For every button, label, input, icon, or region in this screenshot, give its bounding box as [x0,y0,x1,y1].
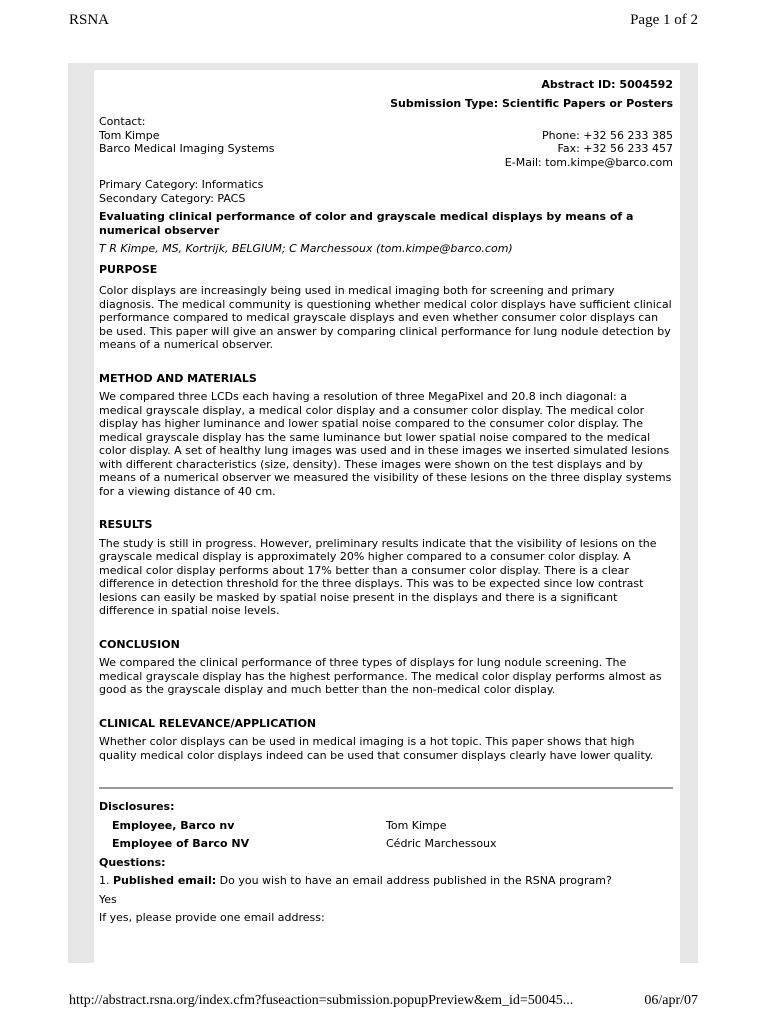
contact-fax: Fax: +32 56 233 457 [557,142,673,155]
question-1 [99,874,673,888]
footer-url: http://abstract.rsna.org/index.cfm?fuseaction=submission.popupPreview&em_id=50045... [69,993,574,1008]
question-text: Do you wish to have an email address published in the RSNA program? [216,874,612,887]
section-body-methods: We compared three LCDs each having a resolution of three MegaPixel and 20.8 inch diagonal: a medical grayscale display, a medical color display and a consumer color display. The medical color display has higher luminance and lower spatial noise compared to the consumer color display. The medical grayscale display has the same luminance but lower spatial noise compared to the medical color display. A set of healthy lung images was used and in these images we inserted simulated lesions with different characteristics (size, density). These images were shown on the test displays and by means of a numerical observer we measured the visibility of these lesions on the three display systems for a viewing distance of 40 cm. [99,390,672,498]
authors: T R Kimpe, MS, Kortrijk, BELGIUM; C Marchessoux (tom.kimpe@barco.com) [99,242,513,255]
section-body-conclusion: We compared the clinical performance of three types of displays for lung nodule screening. The medical grayscale display has the highest performance. The medical color display performs almost as good as the grayscale display and much better than the non-medical color display. [99,656,662,696]
section-heading-conclusion: CONCLUSION [99,637,180,651]
section-body-clinical-relevance: Whether color displays can be used in medical imaging is a hot topic. This paper shows that high quality medical color displays indeed can be used that consumer displays clearly have lower quality. [99,735,654,762]
disclosure-row [99,819,673,833]
categories [99,178,673,205]
footer-date: 06/apr/07 [644,993,698,1008]
disclosure-person: Tom Kimpe [386,818,447,832]
section-heading-clinical-relevance: CLINICAL RELEVANCE/APPLICATION [99,716,317,730]
question-followup: If yes, please provide one email address: [99,911,325,924]
abstract-content [99,78,673,925]
primary-category: Primary Category: Informatics [99,178,264,191]
divider [99,787,673,789]
section-body-purpose: Color displays are increasingly being used in medical imaging both for screening and primary diagnosis. The medical community is questioning whether medical color displays have sufficient clinical performance compared to medical grayscale displays and even whether consumer color displays can be used. This paper will give an answer by comparing clinical performance for lung nodule detection by means of a numerical observer. [99,284,672,351]
disclosure-person: Cédric Marchessoux [386,837,497,850]
contact-label: Contact: [99,115,146,128]
disclosure-role: Employee, Barco nv [112,818,235,832]
section-heading-purpose: PURPOSE [99,262,158,276]
question-answer: Yes [99,892,117,906]
section-heading-methods: METHOD AND MATERIALS [99,371,257,385]
contact-block [99,115,673,169]
contact-name: Tom Kimpe [99,128,160,142]
contact-row-2 [99,142,673,156]
question-title: Published email: [113,874,217,887]
header-page-number: Page 1 of 2 [630,12,698,28]
questions-label: Questions: [99,855,166,869]
question-number: 1. [99,874,113,887]
section-body-results: The study is still in progress. However, preliminary results indicate that the visibility of lesions on the grayscale medical display is approximately 20% higher compared to a consumer color display. A medical color display performs about 17% better than a consumer color display. There is a clear difference in detection threshold for the three displays. This was to be expected since low contrast lesions can easily be masked by spatial noise present in the displays and there is a significant difference in spatial noise levels. [99,536,657,617]
disclosure-role: Employee of Barco NV [112,837,250,850]
secondary-category: Secondary Category: PACS [99,191,246,205]
abstract-id: Abstract ID: 5004592 [541,78,673,91]
contact-row-1 [99,129,673,143]
submission-type: Submission Type: Scientific Papers or Posters [390,96,673,110]
disclosure-row [99,837,673,851]
contact-phone: Phone: +32 56 233 385 [542,128,673,142]
contact-email: E-Mail: tom.kimpe@barco.com [504,155,673,169]
contact-org: Barco Medical Imaging Systems [99,142,275,155]
disclosures-label: Disclosures: [99,800,175,813]
section-heading-results: RESULTS [99,518,153,531]
header-site: RSNA [69,12,110,28]
abstract-title: Evaluating clinical performance of color and grayscale medical displays by means of a numerical observer [99,210,634,237]
